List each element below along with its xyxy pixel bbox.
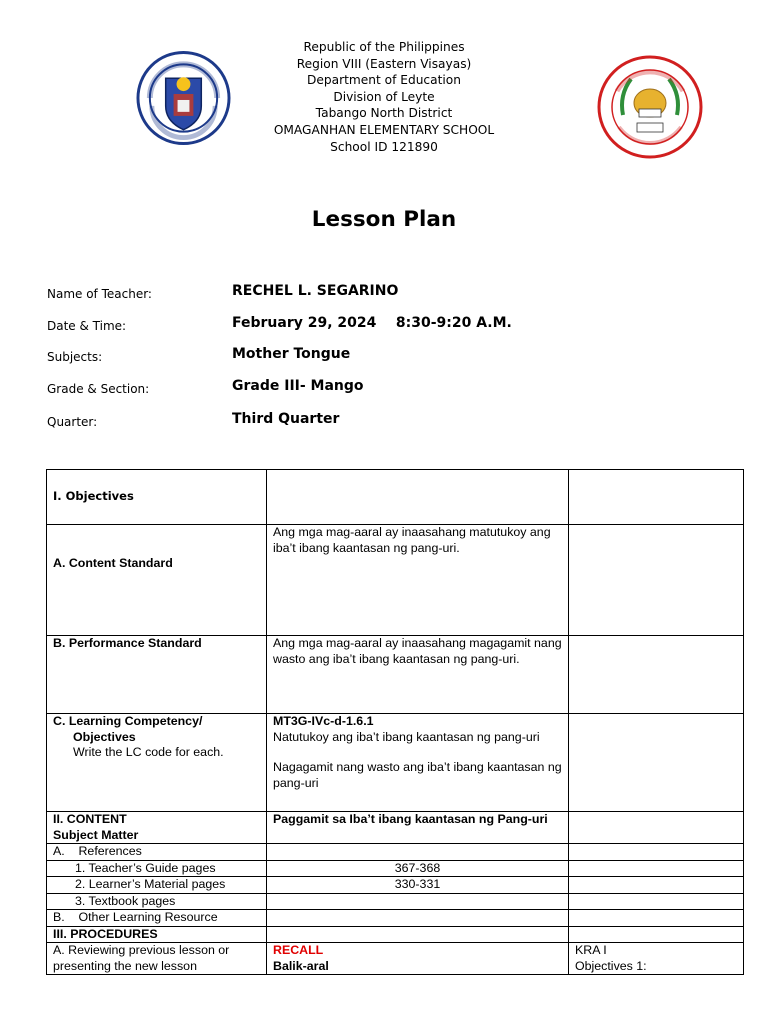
table-cell bbox=[47, 910, 267, 927]
info-label: Subjects: bbox=[47, 350, 103, 364]
info-label: Grade & Section: bbox=[47, 382, 150, 396]
table-row bbox=[47, 943, 744, 975]
deped-seal-logo bbox=[136, 50, 231, 146]
objectives-1-label: Objectives 1: bbox=[575, 958, 647, 973]
table-cell bbox=[569, 926, 744, 943]
lc-instruction: Write the LC code for each. bbox=[73, 745, 224, 759]
table-cell bbox=[569, 812, 744, 844]
grade-section: Grade III- Mango bbox=[232, 378, 364, 394]
table-row bbox=[47, 893, 744, 910]
info-label: Name of Teacher: bbox=[47, 287, 152, 301]
teacher-name: RECHEL L. SEGARINO bbox=[232, 283, 399, 299]
info-label: Date & Time: bbox=[47, 319, 127, 333]
lesson-plan-table bbox=[46, 469, 744, 975]
table-cell bbox=[267, 525, 569, 636]
header-line: Tabango North District bbox=[315, 106, 453, 121]
table-cell bbox=[569, 877, 744, 894]
header-line: School ID 121890 bbox=[330, 139, 438, 154]
header-line: OMAGANHAN ELEMENTARY SCHOOL bbox=[273, 122, 495, 137]
table-cell bbox=[569, 636, 744, 714]
performance-standard-label: B. Performance Standard bbox=[53, 636, 202, 650]
subject: Mother Tongue bbox=[232, 346, 351, 362]
table-cell bbox=[267, 714, 569, 812]
table-cell bbox=[47, 470, 267, 525]
table-cell bbox=[569, 910, 744, 927]
table-row bbox=[47, 877, 744, 894]
teachers-guide-pages: 367-368 bbox=[394, 860, 441, 875]
header-line: Department of Education bbox=[307, 73, 461, 88]
recall-label: RECALL bbox=[273, 943, 324, 957]
table-cell bbox=[267, 943, 569, 975]
table-cell bbox=[569, 714, 744, 812]
balik-aral-label: Balik-aral bbox=[273, 958, 329, 973]
table-row bbox=[47, 860, 744, 877]
teachers-guide-label: 1. Teacher’s Guide pages bbox=[75, 860, 216, 875]
references-label: A. References bbox=[53, 844, 142, 858]
table-cell bbox=[569, 860, 744, 877]
table-cell bbox=[47, 812, 267, 844]
table-cell bbox=[47, 943, 267, 975]
table-cell bbox=[267, 470, 569, 525]
table-row bbox=[47, 525, 744, 636]
school-seal-logo bbox=[597, 55, 703, 159]
lc-objective-2: Nagagamit nang wasto ang iba’t ibang kaantasan ng pang-uri bbox=[273, 760, 562, 790]
learners-material-pages: 330-331 bbox=[394, 877, 441, 891]
info-label: Quarter: bbox=[47, 415, 98, 429]
header-line: Republic of the Philippines bbox=[303, 40, 465, 54]
table-row bbox=[47, 926, 744, 943]
subject-matter-label: Subject Matter bbox=[53, 827, 139, 842]
objectives-heading: I. Objectives bbox=[53, 489, 134, 504]
page-title: Lesson Plan bbox=[311, 207, 457, 232]
quarter: Third Quarter bbox=[232, 411, 340, 427]
table-cell bbox=[47, 860, 267, 877]
table-cell bbox=[267, 812, 569, 844]
content-heading: II. CONTENT bbox=[53, 812, 127, 826]
subject-matter-text: Paggamit sa Iba’t ibang kaantasan ng Pang-uri bbox=[273, 812, 548, 826]
table-row bbox=[47, 812, 744, 844]
content-standard-label: A. Content Standard bbox=[53, 556, 173, 570]
school-header bbox=[234, 39, 534, 155]
performance-standard-text: Ang mga mag-aaral ay inaasahang magagamit nang wasto ang iba’t ibang kaantasan ng pang-uri. bbox=[273, 636, 562, 666]
date-time: February 29, 2024 8:30-9:20 A.M. bbox=[232, 315, 512, 331]
table-cell bbox=[47, 877, 267, 894]
table-row bbox=[47, 844, 744, 861]
table-cell bbox=[267, 926, 569, 943]
table-cell bbox=[267, 877, 569, 894]
table-cell bbox=[267, 893, 569, 910]
table-cell bbox=[47, 926, 267, 943]
table-row bbox=[47, 714, 744, 812]
other-resource-label: B. Other Learning Resource bbox=[53, 910, 218, 924]
table-row bbox=[47, 470, 744, 525]
table-cell bbox=[267, 636, 569, 714]
table-cell bbox=[569, 893, 744, 910]
lc-label: C. Learning Competency/ bbox=[53, 714, 203, 728]
table-row bbox=[47, 910, 744, 927]
table-cell bbox=[267, 844, 569, 861]
table-cell bbox=[47, 893, 267, 910]
table-cell bbox=[569, 525, 744, 636]
table-cell bbox=[47, 844, 267, 861]
lc-code: MT3G-IVc-d-1.6.1 bbox=[273, 714, 374, 728]
procedures-heading: III. PROCEDURES bbox=[53, 926, 158, 941]
table-cell bbox=[47, 714, 267, 812]
table-cell bbox=[569, 943, 744, 975]
lc-label-objectives: Objectives bbox=[73, 729, 136, 744]
table-cell bbox=[47, 525, 267, 636]
table-cell bbox=[267, 910, 569, 927]
review-label: A. Reviewing previous lesson or presenting the new lesson bbox=[53, 943, 230, 973]
table-cell bbox=[47, 636, 267, 714]
table-row bbox=[47, 636, 744, 714]
lc-objective-1: Natutukoy ang iba’t ibang kaantasan ng pang-uri bbox=[273, 729, 540, 744]
table-cell bbox=[267, 860, 569, 877]
table-cell bbox=[569, 844, 744, 861]
learners-material-label: 2. Learner’s Material pages bbox=[75, 877, 226, 891]
table-cell bbox=[569, 470, 744, 525]
textbook-label: 3. Textbook pages bbox=[75, 893, 176, 908]
kra-label: KRA I bbox=[575, 943, 607, 957]
header-line: Region VIII (Eastern Visayas) bbox=[296, 56, 472, 71]
header-line: Division of Leyte bbox=[333, 89, 435, 104]
content-standard-text: Ang mga mag-aaral ay inaasahang matutukoy ang iba’t ibang kaantasan ng pang-uri. bbox=[273, 525, 551, 555]
